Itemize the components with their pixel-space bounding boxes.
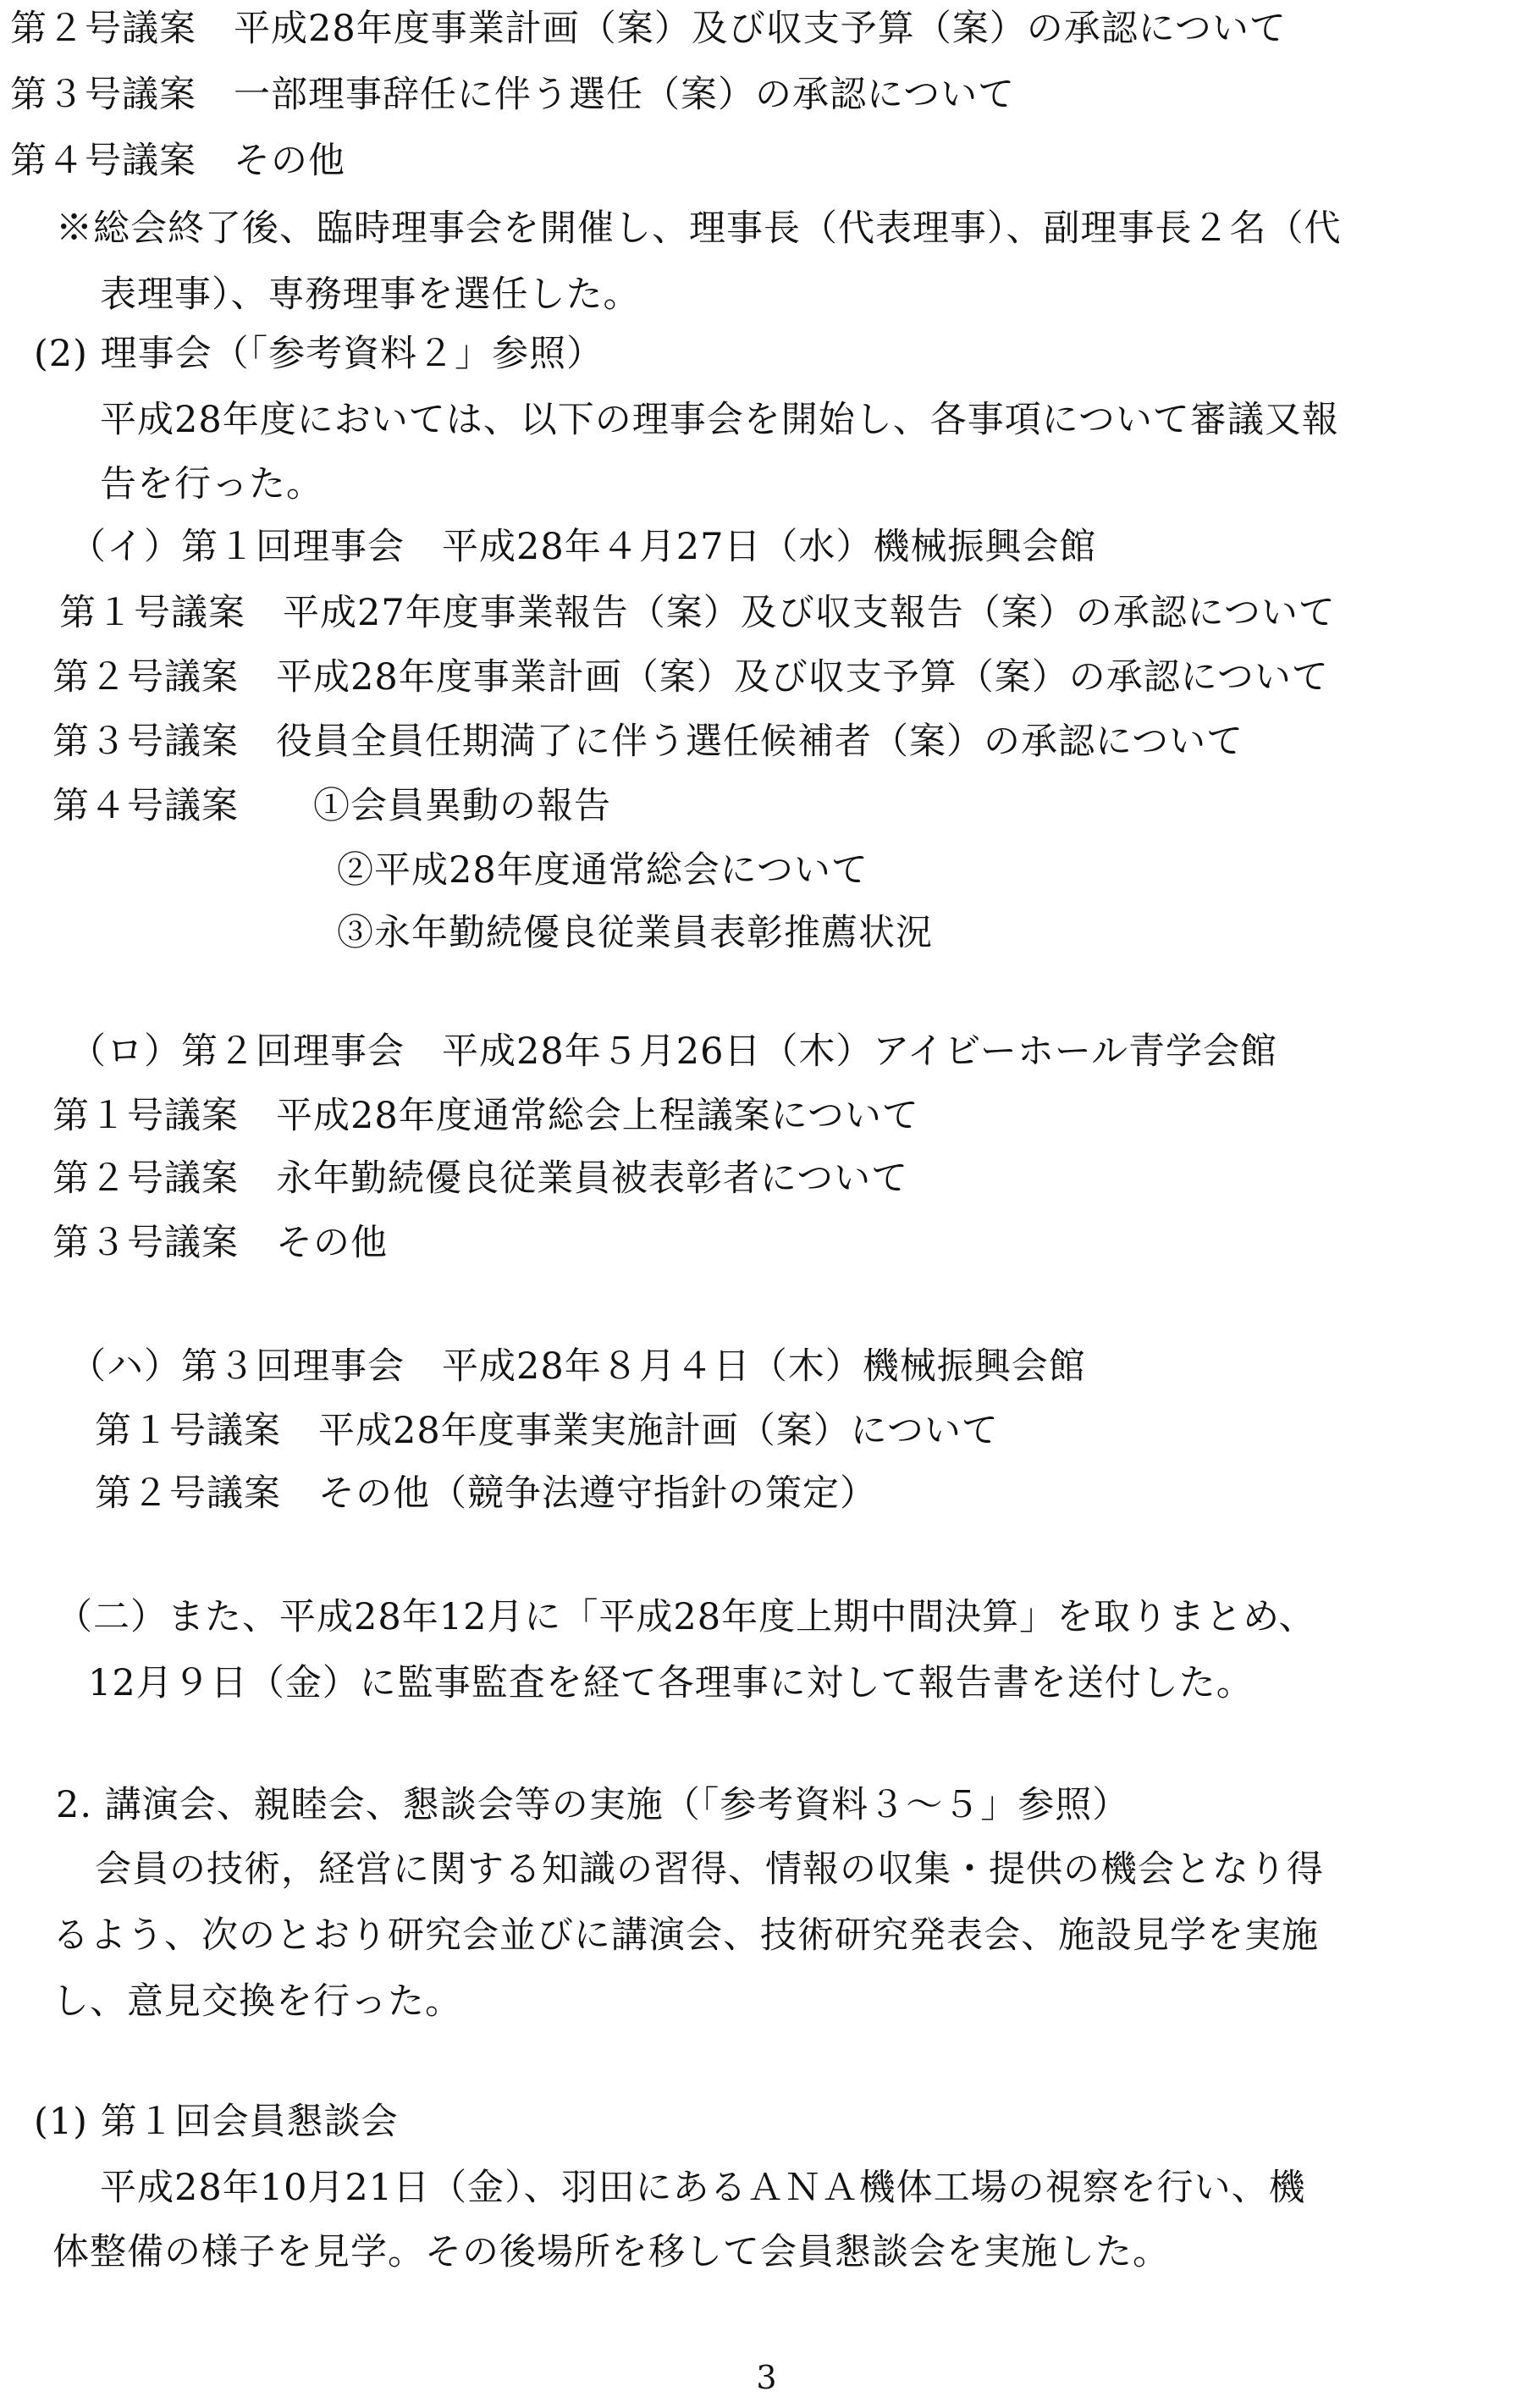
item-ni-line-1: （二）また、平成28年12月に「平成28年度上期中間決算」を取りまとめ、 xyxy=(56,1596,1316,1638)
agenda-item-4: 第４号議案 その他 xyxy=(10,140,345,182)
subsection-1-heading: (1) 第１回会員懇談会 xyxy=(34,2101,399,2143)
chapter-2-body-line-1: 会員の技術，経営に関する知識の習得、情報の収集・提供の機会となり得 xyxy=(95,1848,1324,1891)
meeting-2-item-2: 第２号議案 永年勤続優良従業員被表彰者について xyxy=(52,1157,909,1200)
chapter-2-body-line-3: し、意見交換を行った。 xyxy=(52,1980,462,2023)
meeting-1-subitem-3: ③永年勤続優良従業員表彰推薦状況 xyxy=(337,912,933,954)
meeting-1-item-4: 第４号議案 ①会員異動の報告 xyxy=(52,785,611,827)
meeting-1-subitem-2: ②平成28年度通常総会について xyxy=(337,849,869,892)
meeting-1-item-2: 第２号議案 平成28年度事業計画（案）及び収支予算（案）の承認について xyxy=(52,656,1329,699)
chapter-2-body-line-2: るよう、次のとおり研究会並びに講演会、技術研究発表会、施設見学を実施 xyxy=(52,1914,1319,1957)
note-line-1: ※総会終了後、臨時理事会を開催し、理事長（代表理事）、副理事長２名（代 xyxy=(56,207,1342,250)
section-2-intro-line-1: 平成28年度においては、以下の理事会を開始し、各事項について審議又報 xyxy=(100,399,1339,441)
meeting-2-heading: （ロ）第２回理事会 平成28年５月26日（木）アイビーホール青学会館 xyxy=(69,1030,1277,1073)
meeting-1-item-3: 第３号議案 役員全員任期満了に伴う選任候補者（案）の承認について xyxy=(52,721,1244,763)
note-line-2: 表理事）、専務理事を選任した。 xyxy=(100,273,641,316)
meeting-1-item-1: 第１号議案 平成27年度事業報告（案）及び収支報告（案）の承認について xyxy=(59,592,1336,634)
section-2-heading: (2) 理事会（「参考資料２」参照） xyxy=(34,333,604,375)
chapter-2-heading: 2. 講演会、親睦会、懇談会等の実施（「参考資料３～５」参照） xyxy=(56,1784,1130,1826)
meeting-3-heading: （ハ）第３回理事会 平成28年８月４日（木）機械振興会館 xyxy=(69,1345,1086,1388)
agenda-item-3: 第３号議案 一部理事辞任に伴う選任（案）の承認について xyxy=(10,74,1016,116)
meeting-3-item-2: 第２号議案 その他（競争法遵守指針の策定） xyxy=(95,1472,877,1515)
agenda-item-2: 第２号議案 平成28年度事業計画（案）及び収支予算（案）の承認について xyxy=(10,8,1287,50)
section-2-intro-line-2: 告を行った。 xyxy=(100,463,323,505)
meeting-1-heading: （イ）第１回理事会 平成28年４月27日（水）機械振興会館 xyxy=(69,526,1097,568)
meeting-2-item-1: 第１号議案 平成28年度通常総会上程議案について xyxy=(52,1095,919,1137)
meeting-3-item-1: 第１号議案 平成28年度事業実施計画（案）について xyxy=(95,1410,999,1452)
subsection-1-body-line-1: 平成28年10月21日（金）、羽田にあるＡＮＡ機体工場の視察を行い、機 xyxy=(100,2167,1306,2209)
subsection-1-body-line-2: 体整備の様子を見学。その後場所を移して会員懇談会を実施した。 xyxy=(52,2231,1170,2273)
meeting-2-item-3: 第３号議案 その他 xyxy=(52,1222,388,1264)
item-ni-line-2: 12月９日（金）に監事監査を経て各理事に対して報告書を送付した。 xyxy=(88,1662,1254,1704)
page-number: 3 xyxy=(756,2359,777,2396)
